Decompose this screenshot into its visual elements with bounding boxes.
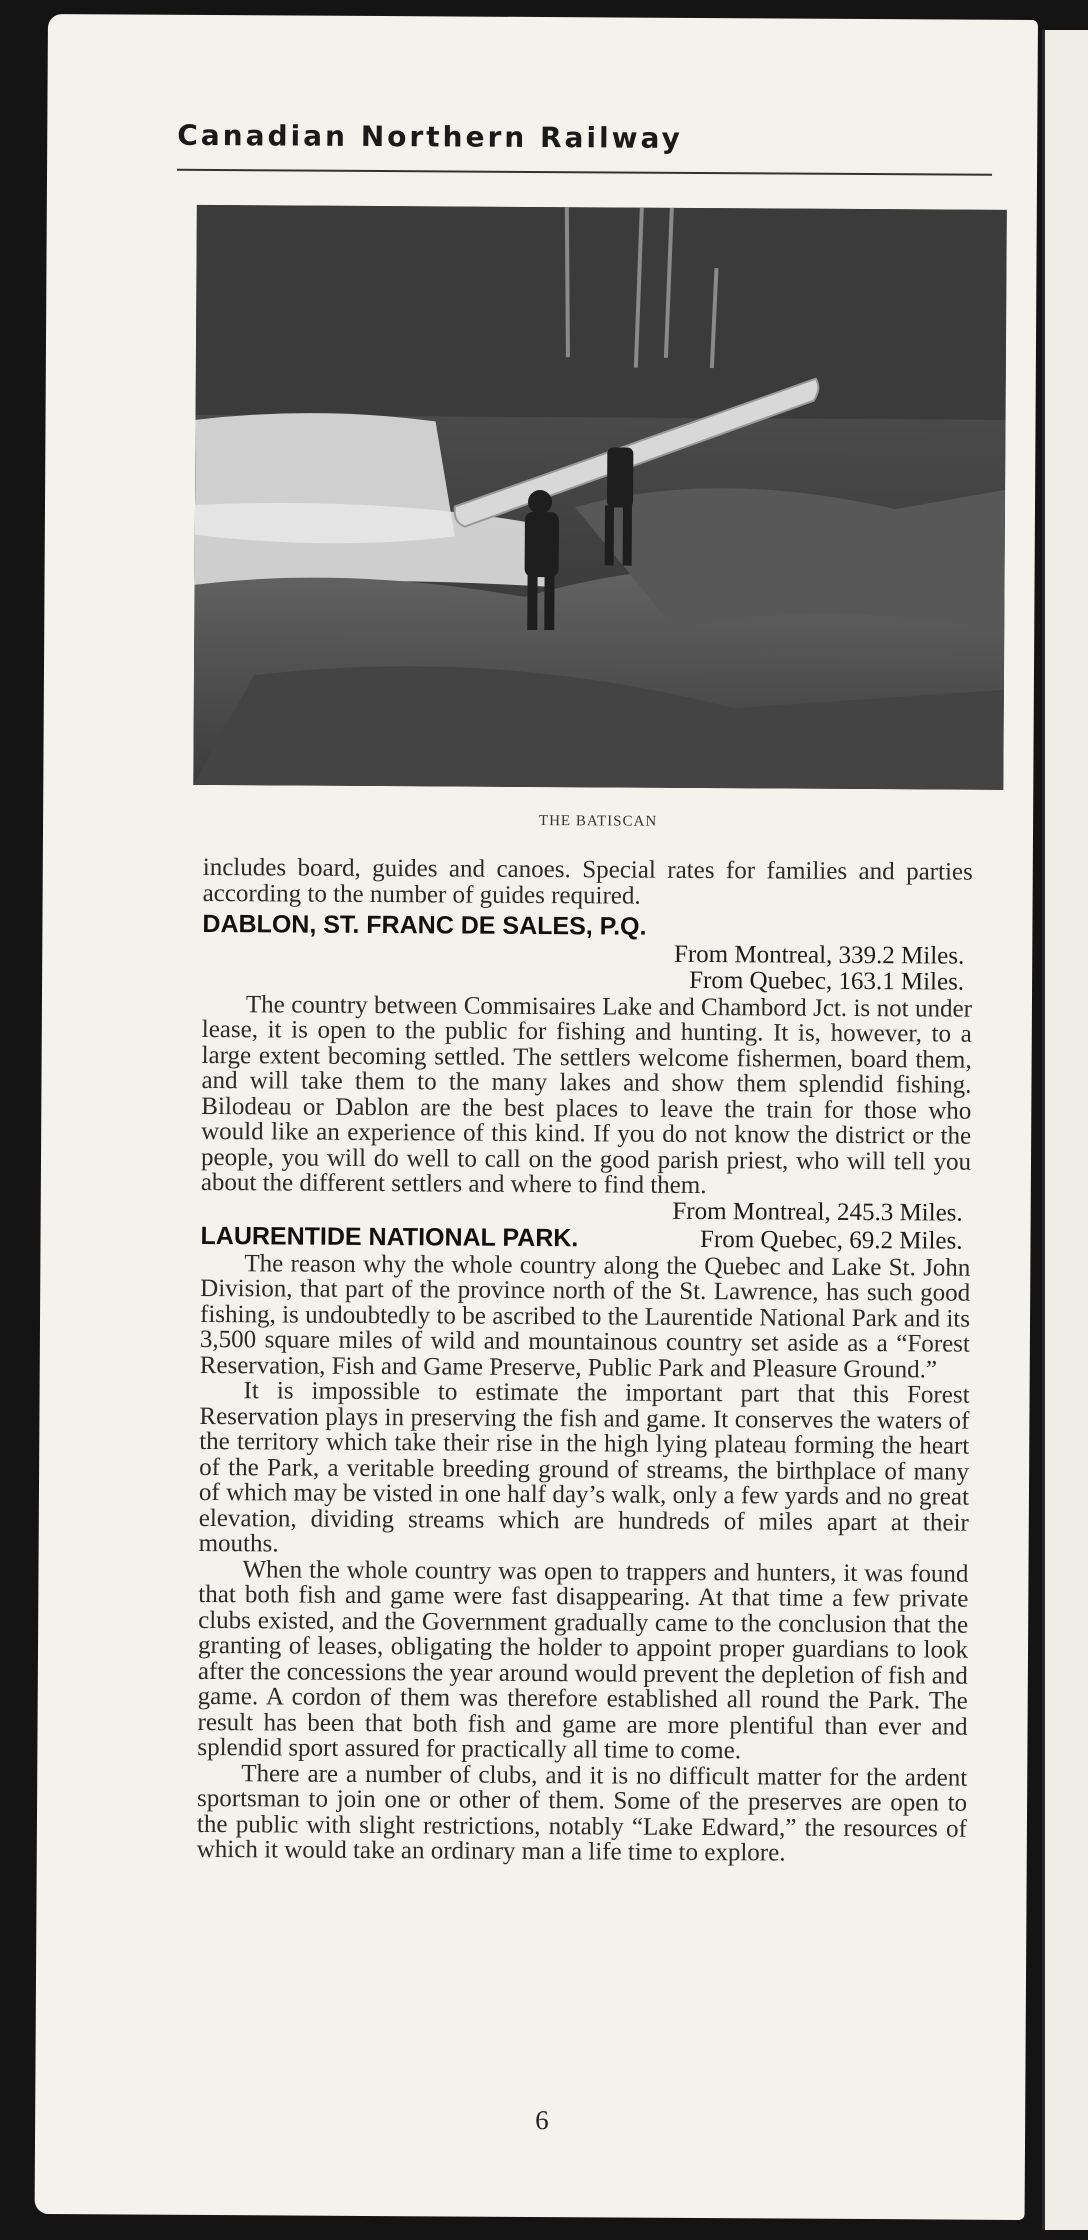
laurentide-paragraph-4: There are a number of clubs, and it is no difficult matter for the ardent sportsman to join one or other of them. Some of the preserves are open to the public with slight restrictions, notably “Lake Edward,” the resources of which it would take an ordinary man a life time to explore. [196, 1759, 968, 1867]
dablon-distance-montreal: From Montreal, 339.2 Miles. [673, 940, 965, 970]
adjacent-page-edge [1042, 30, 1088, 2230]
booklet-page [35, 14, 1038, 2220]
header-rule [177, 169, 992, 176]
laurentide-paragraph-1: The reason why the whole country along the Quebec and Lake St. John Division, that part of the province north of the St. Lawrence, has such good fishing, is undoubtedly to be ascribed to the Laurentide National Park and its 3,500 square miles of wild and mountainous country set aside as a “Forest Reservation, Fish and Game Preserve, Public Park and Pleasure Ground.” [199, 1249, 971, 1384]
running-head: Canadian Northern Railway [177, 118, 683, 155]
laurentide-distance-montreal: From Montreal, 245.3 Miles. [672, 1197, 963, 1227]
canoe-photo [193, 205, 1007, 790]
laurentide-paragraph-2: It is impossible to estimate the important part that this Forest Reservation plays in preserving the fish and game. It conserves the waters of the territory which take their rise in the high lying plateau forming the heart of the Park, a veritable breeding ground of streams, the birthplace of many of which may be visted in one half day’s walk, only a few yards and no great elevation, dividing streams which are hundreds of miles apart at their mouths. [198, 1377, 970, 1558]
page-number: 6 [535, 2105, 549, 2136]
intro-paragraph: includes board, guides and canoes. Special rates for families and parties according to the number of guides required. [202, 853, 973, 910]
dablon-distance-quebec: From Quebec, 163.1 Miles. [689, 967, 965, 996]
heading-dablon: DABLON, ST. FRANC DE SALES, P.Q. [202, 909, 647, 941]
photo-illustration [193, 205, 1007, 790]
dablon-paragraph: The country between Commisaires Lake and Chambord Jct. is not under lease, it is open to the public for fishing and hunting. It is, however, to a large extent becoming settled. The settlers welcome fishermen, board them, and will take them to the many lakes and show them splendid fishing. Bilodeau or Dablon are the best places to leave the train for those who would like an experience of this kind. If you do not know the district or the people, you will do well to call on the good parish priest, who will tell you about the different settlers and where to find them. [200, 990, 973, 1200]
photo-caption: THE BATISCAN [538, 813, 658, 830]
heading-laurentide: LAURENTIDE NATIONAL PARK. [200, 1221, 579, 1253]
laurentide-distance-quebec: From Quebec, 69.2 Miles. [699, 1225, 963, 1255]
article-body [197, 855, 973, 1867]
laurentide-paragraph-3: When the whole country was open to trappers and hunters, it was found that both fish and game were fast disappearing. At that time a few private clubs existed, and the Government gradually came to the conclusion that the granting of leases, obligating the holder to appoint proper guardians to look after the concessions the year around would prevent the depletion of fish and game. A cordon of them was therefore established all round the Park. The result has been that both fish and game are more plentiful than ever and splendid sport assured for practically all time to come. [197, 1555, 969, 1765]
